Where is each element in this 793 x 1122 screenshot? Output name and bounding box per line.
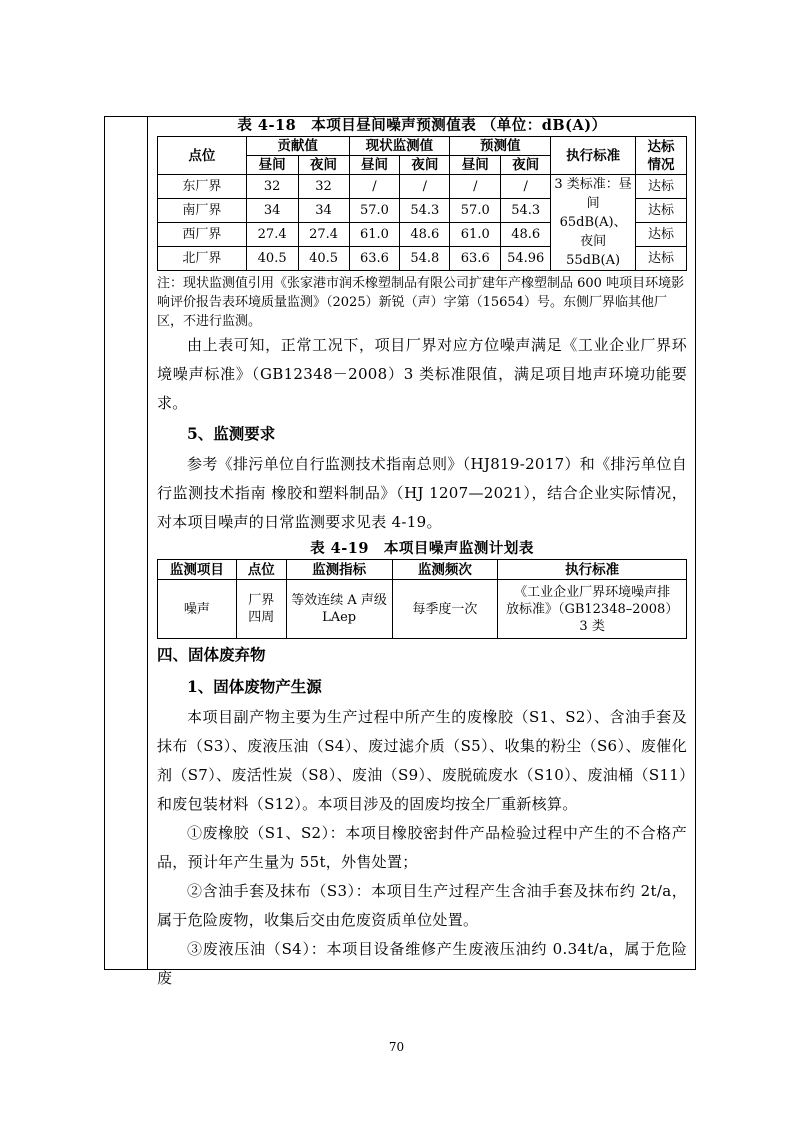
- header-night: 夜间: [501, 156, 551, 175]
- content-area: [157, 116, 687, 993]
- cell-point: 北厂界: [158, 247, 247, 271]
- header-location: 点位: [236, 560, 286, 580]
- cell-value: 61.0: [450, 223, 501, 247]
- section-heading-solid-waste: 四、固体废弃物: [157, 645, 266, 664]
- cell-value: 54.3: [501, 199, 551, 223]
- section-heading-monitoring: 5、监测要求: [187, 424, 276, 443]
- cell-point: 南厂界: [158, 199, 247, 223]
- cell-result: 达标: [636, 175, 687, 199]
- cell-value: 48.6: [501, 223, 551, 247]
- standard-line: 《工业企业厂界环境噪声排: [514, 584, 671, 600]
- noise-prediction-table: [157, 136, 687, 271]
- header-standard: 执行标准: [498, 560, 687, 580]
- header-day: 昼间: [246, 156, 298, 175]
- section-heading-waste-source: 1、固体废物产生源: [187, 677, 322, 696]
- indicator-line: 等效连续 A 声级: [291, 593, 387, 608]
- cell-value: 27.4: [298, 223, 349, 247]
- standard-line: 间 65dB(A)、: [559, 196, 627, 230]
- location-line: 厂界: [248, 593, 275, 608]
- header-day: 昼间: [450, 156, 501, 175]
- location-line: 四周: [248, 610, 275, 625]
- standard-line: 3 类标准：昼: [554, 177, 632, 192]
- paragraph: ③废液压油（S4）：本项目设备维修产生废液压油约 0.34t/a，属于危险废: [157, 940, 687, 987]
- cell-value: 63.6: [349, 247, 400, 271]
- paragraph: 本项目副产物主要为生产过程中所产生的废橡胶（S1、S2）、含油手套及抹布（S3）、废液压油（S4）、废过滤介质（S5）、收集的粉尘（S6）、废催化剂（S7）、废活性炭（S8）、废油（S9）、废脱硫废水（S10）、废油桶（S11）和废包装材料（S12）。本项目涉及的固废均按全厂重新核算。: [157, 708, 687, 813]
- cell-frequency: 每季度一次: [392, 580, 498, 639]
- standard-line: 3 类: [579, 618, 605, 634]
- cell-location: [236, 580, 286, 639]
- table-4-19-caption: 表 4-19 本项目噪声监测计划表: [310, 540, 534, 557]
- cell-value: 57.0: [450, 199, 501, 223]
- table-4-18-caption: 表 4-18 本项目昼间噪声预测值表 （单位：dB(A)）: [237, 117, 607, 134]
- cell-value: 40.5: [246, 247, 298, 271]
- cell-value: /: [501, 175, 551, 199]
- cell-value: 27.4: [246, 223, 298, 247]
- cell-value: 54.3: [400, 199, 450, 223]
- table-row: [158, 175, 687, 199]
- header-contribution: 贡献值: [246, 137, 349, 156]
- cell-item: 噪声: [158, 580, 237, 639]
- cell-result: 达标: [636, 247, 687, 271]
- header-predicted: 预测值: [450, 137, 551, 156]
- cell-point: 东厂界: [158, 175, 247, 199]
- cell-point: 西厂界: [158, 223, 247, 247]
- header-compliance: [636, 137, 687, 175]
- cell-standard: [551, 175, 636, 271]
- cell-value: /: [400, 175, 450, 199]
- header-night: 夜间: [400, 156, 450, 175]
- cell-value: 61.0: [349, 223, 400, 247]
- table-row: [158, 580, 687, 639]
- noise-monitoring-plan-table: [157, 559, 687, 639]
- cell-value: 40.5: [298, 247, 349, 271]
- paragraph: 参考《排污单位自行监测技术指南总则》（HJ819-2017）和《排污单位自行监测技术指南 橡胶和塑料制品》（HJ 1207—2021），结合企业实际情况，对本项目噪声的日常监测要求见表 4-19。: [157, 455, 687, 531]
- header-indicator: 监测指标: [286, 560, 392, 580]
- cell-standard: [498, 580, 687, 639]
- cell-value: 54.96: [501, 247, 551, 271]
- cell-value: /: [450, 175, 501, 199]
- cell-value: 32: [246, 175, 298, 199]
- paragraph: ②含油手套及抹布（S3）：本项目生产过程产生含油手套及抹布约 2t/a，属于危险废物，收集后交由危废资质单位处置。: [157, 882, 687, 929]
- header-current: 现状监测值: [349, 137, 450, 156]
- header-standard: 执行标准: [551, 137, 636, 175]
- cell-value: /: [349, 175, 400, 199]
- cell-value: 48.6: [400, 223, 450, 247]
- cell-indicator: [286, 580, 392, 639]
- standard-line: 放标准》（GB12348–2008）: [505, 601, 679, 617]
- cell-value: 34: [298, 199, 349, 223]
- cell-value: 54.8: [400, 247, 450, 271]
- paragraph: ①废橡胶（S1、S2）：本项目橡胶密封件产品检验过程中产生的不合格产品，预计年产生量为 55t，外售处置；: [157, 824, 687, 871]
- page-number: 70: [388, 1040, 405, 1054]
- frame-divider: [147, 117, 148, 969]
- paragraph: 由上表可知，正常工况下，项目厂界对应方位噪声满足《工业企业厂界环境噪声标准》（GB12348－2008）3 类标准限值，满足项目地声环境功能要求。: [157, 336, 687, 412]
- cell-value: 57.0: [349, 199, 400, 223]
- header-frequency: 监测频次: [392, 560, 498, 580]
- header-compliance-line2: 情况: [647, 156, 675, 173]
- cell-value: 34: [246, 199, 298, 223]
- header-point: 点位: [158, 137, 247, 175]
- table-note: 注：现状监测值引用《张家港市润禾橡塑制品有限公司扩建年产橡塑制品 600 吨项目环境影响评价报告表环境质量监测》（2025）新锐（声）字第（15654）号。东侧厂界临其他厂区，不进行监测。: [157, 276, 685, 329]
- header-night: 夜间: [298, 156, 349, 175]
- header-monitor-item: 监测项目: [158, 560, 237, 580]
- cell-value: 63.6: [450, 247, 501, 271]
- cell-value: 32: [298, 175, 349, 199]
- cell-result: 达标: [636, 223, 687, 247]
- standard-line: 夜间: [580, 234, 607, 249]
- standard-line: 55dB(A): [566, 253, 621, 268]
- header-day: 昼间: [349, 156, 400, 175]
- header-compliance-line1: 达标: [647, 138, 675, 155]
- indicator-line: LAep: [322, 610, 357, 625]
- cell-result: 达标: [636, 199, 687, 223]
